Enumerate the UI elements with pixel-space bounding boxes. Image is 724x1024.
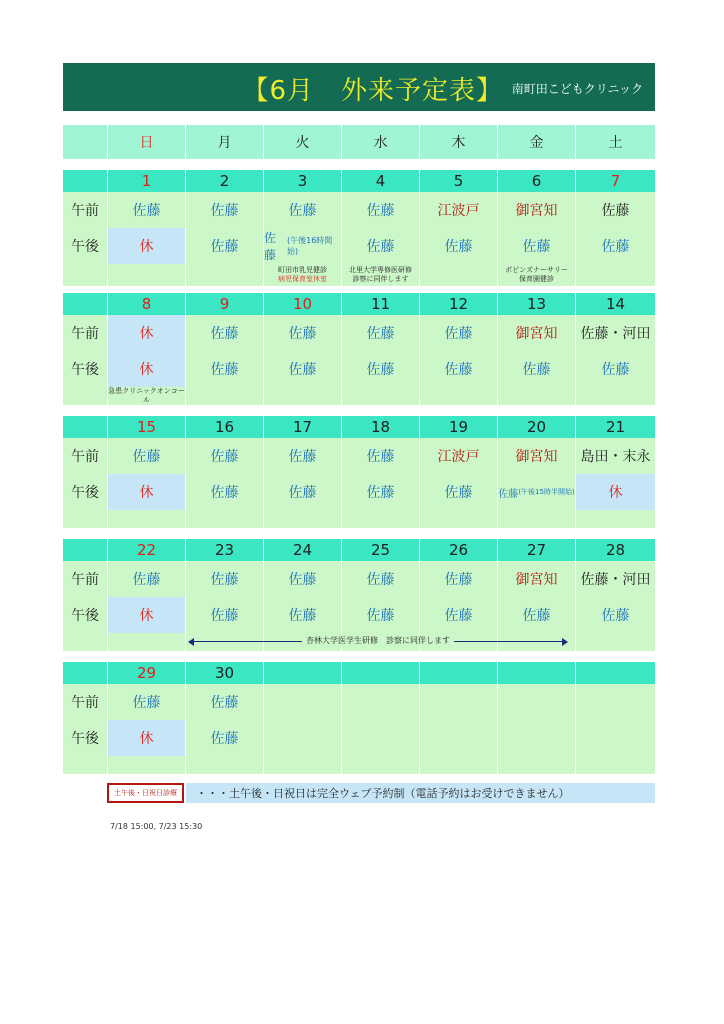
legend-text: ・・・土午後・日祝日は完全ウェブ予約制（電話予約はお受けできません） bbox=[186, 783, 655, 803]
doctor-cell: 佐藤・河田 bbox=[580, 572, 651, 588]
doctor-cell: 佐藤 bbox=[342, 315, 420, 351]
date-cell: 2 bbox=[186, 170, 264, 192]
closed-cell: 休 bbox=[108, 351, 186, 387]
date-cell bbox=[576, 662, 655, 684]
doctor-cell: 島田・末永 bbox=[580, 449, 651, 465]
dow-sat: 土 bbox=[608, 135, 623, 151]
week-3-pm bbox=[63, 474, 655, 510]
doctor-cell: 江波戸 bbox=[420, 192, 498, 228]
time-note: (午後16時開始) bbox=[286, 236, 333, 256]
week-2-am bbox=[63, 315, 655, 351]
dow-mon: 月 bbox=[186, 125, 264, 159]
note-cell bbox=[576, 387, 655, 405]
note-cell bbox=[420, 264, 498, 286]
week-1-am bbox=[63, 192, 655, 228]
legend-badge: 土午後・日祝日診療 bbox=[107, 783, 184, 803]
doctor-cell bbox=[420, 720, 498, 756]
date-cell: 25 bbox=[342, 539, 420, 561]
legend bbox=[107, 783, 655, 803]
week-1-notes bbox=[63, 264, 655, 286]
pm-label: 午後 bbox=[63, 351, 108, 387]
note-cell bbox=[498, 756, 576, 774]
date-cell: 24 bbox=[264, 539, 342, 561]
date-cell: 4 bbox=[342, 170, 420, 192]
note-cell bbox=[63, 264, 108, 286]
closed-cell: 休 bbox=[108, 315, 186, 351]
pm-label: 午後 bbox=[63, 597, 108, 633]
doctor-cell: 佐藤 bbox=[186, 228, 264, 264]
doctor-cell: 佐藤 bbox=[601, 362, 630, 378]
doctor-cell: 佐藤 bbox=[186, 474, 264, 510]
dow-corner bbox=[63, 125, 108, 159]
note-text: ポピンズナーサリー bbox=[505, 266, 568, 274]
doctor-cell bbox=[498, 684, 576, 720]
week-2-notes bbox=[63, 387, 655, 405]
pm-label: 午後 bbox=[63, 720, 108, 756]
week-3-dates bbox=[63, 416, 655, 438]
note-cell bbox=[342, 387, 420, 405]
note-cell bbox=[498, 264, 576, 286]
doctor-cell: 佐藤 bbox=[420, 315, 498, 351]
date-cell: 26 bbox=[420, 539, 498, 561]
closed-cell: 休 bbox=[108, 597, 186, 633]
week-5-am bbox=[63, 684, 655, 720]
doctor-cell: 佐藤・河田 bbox=[580, 326, 651, 342]
date-cell: 16 bbox=[186, 416, 264, 438]
dow-tue: 火 bbox=[264, 125, 342, 159]
note-cell bbox=[186, 264, 264, 286]
doctor-cell: 佐藤 bbox=[108, 684, 186, 720]
clinic-name: 南町田こどもクリニック bbox=[511, 82, 643, 96]
am-label: 午前 bbox=[63, 192, 108, 228]
week-4-pm bbox=[63, 597, 655, 633]
closed-cell: 休 bbox=[576, 474, 655, 510]
note-cell bbox=[498, 510, 576, 528]
week-1-dates bbox=[63, 170, 655, 192]
dow-sun: 日 bbox=[108, 125, 186, 159]
doctor-cell: 御宮知 bbox=[498, 315, 576, 351]
doctor-cell bbox=[264, 684, 342, 720]
date-cell: 30 bbox=[186, 662, 264, 684]
week-5-notes bbox=[63, 756, 655, 774]
date-corner bbox=[63, 416, 108, 438]
doctor-cell: 佐藤 bbox=[342, 351, 420, 387]
date-cell: 18 bbox=[342, 416, 420, 438]
arrow-left-icon bbox=[188, 638, 194, 646]
doctor-cell bbox=[342, 684, 420, 720]
note-cell bbox=[186, 387, 264, 405]
note-cell bbox=[264, 264, 342, 286]
note-cell bbox=[576, 510, 655, 528]
date-corner bbox=[63, 293, 108, 315]
doctor-cell bbox=[264, 720, 342, 756]
doctor-cell bbox=[576, 720, 655, 756]
date-cell: 10 bbox=[264, 293, 342, 315]
note-cell bbox=[186, 756, 264, 774]
arrow-right-icon bbox=[562, 638, 568, 646]
note-cell bbox=[186, 510, 264, 528]
week-2-pm bbox=[63, 351, 655, 387]
doctor-cell: 佐藤 bbox=[264, 597, 342, 633]
pm-label: 午後 bbox=[63, 474, 108, 510]
note-cell bbox=[420, 387, 498, 405]
date-cell: 28 bbox=[605, 541, 626, 559]
date-cell: 14 bbox=[605, 295, 626, 313]
date-corner bbox=[63, 539, 108, 561]
note-cell bbox=[576, 756, 655, 774]
doctor-cell: 御宮知 bbox=[498, 192, 576, 228]
week-4-am bbox=[63, 561, 655, 597]
doctor-cell: 佐藤 bbox=[186, 561, 264, 597]
date-cell: 1 bbox=[108, 170, 186, 192]
date-corner bbox=[63, 662, 108, 684]
note-cell bbox=[342, 510, 420, 528]
doctor-cell: 佐藤 bbox=[420, 228, 498, 264]
doctor-cell bbox=[420, 684, 498, 720]
doctor-cell: 佐藤 bbox=[186, 720, 264, 756]
note-text: 町田市乳児健診 bbox=[278, 266, 327, 274]
note-cell bbox=[108, 510, 186, 528]
date-cell: 7 bbox=[610, 172, 621, 190]
closed-cell: 休 bbox=[108, 474, 186, 510]
week-4-dates bbox=[63, 539, 655, 561]
doctor-cell: 佐藤 bbox=[264, 561, 342, 597]
am-label: 午前 bbox=[63, 561, 108, 597]
doctor-cell: 佐藤 bbox=[420, 474, 498, 510]
doctor-cell: 佐藤 bbox=[264, 438, 342, 474]
doctor-cell-with-note bbox=[264, 228, 342, 264]
doctor-cell: 佐藤 bbox=[498, 597, 576, 633]
date-cell: 19 bbox=[420, 416, 498, 438]
doctor-cell: 佐藤 bbox=[498, 351, 576, 387]
closed-cell: 休 bbox=[108, 228, 186, 264]
date-cell bbox=[264, 662, 342, 684]
note-text: 診察に同伴します bbox=[352, 275, 409, 283]
doctor-cell: 佐藤 bbox=[264, 315, 342, 351]
doctor-cell: 御宮知 bbox=[498, 438, 576, 474]
doctor-cell: 佐藤 bbox=[264, 192, 342, 228]
doctor-cell: 佐藤 bbox=[342, 192, 420, 228]
time-note: (午後15時半開始) bbox=[518, 488, 575, 496]
week-5-dates bbox=[63, 662, 655, 684]
doctor-cell: 佐藤 bbox=[342, 228, 420, 264]
dow-fri: 金 bbox=[498, 125, 576, 159]
date-cell: 22 bbox=[108, 539, 186, 561]
doctor-cell: 佐藤 bbox=[108, 438, 186, 474]
note-cell bbox=[576, 264, 655, 286]
date-cell: 5 bbox=[420, 170, 498, 192]
date-cell: 23 bbox=[186, 539, 264, 561]
doctor-cell: 佐藤 bbox=[601, 239, 630, 255]
doctor-cell bbox=[576, 684, 655, 720]
date-cell: 8 bbox=[108, 293, 186, 315]
day-of-week-header bbox=[63, 125, 655, 159]
note-cell bbox=[420, 756, 498, 774]
note-text: 保育園健診 bbox=[519, 275, 554, 283]
date-cell: 15 bbox=[108, 416, 186, 438]
note-cell bbox=[342, 756, 420, 774]
week-3-notes bbox=[63, 510, 655, 528]
note-cell bbox=[63, 387, 108, 405]
doctor-cell: 佐藤 bbox=[420, 351, 498, 387]
training-arrow-note bbox=[189, 633, 567, 649]
training-note-text: 杏林大学医学生研修 診察に同伴します bbox=[302, 635, 454, 646]
doctor-cell bbox=[498, 720, 576, 756]
note-cell bbox=[342, 264, 420, 286]
note-text: 急患クリニックオンコール bbox=[108, 387, 185, 404]
note-cell bbox=[108, 633, 186, 651]
closed-cell: 休 bbox=[108, 720, 186, 756]
note-text: 北里大学専修医研修 bbox=[349, 266, 412, 274]
note-cell bbox=[264, 756, 342, 774]
week-1-pm bbox=[63, 228, 655, 264]
note-text-red: 病児保育室休室 bbox=[278, 275, 327, 283]
doctor-cell: 佐藤 bbox=[186, 351, 264, 387]
page-title: 【6月 外来予定表】 bbox=[242, 76, 503, 106]
date-cell: 21 bbox=[605, 418, 626, 436]
doctor-cell: 佐藤 bbox=[108, 192, 186, 228]
doctor-cell: 佐藤 bbox=[342, 561, 420, 597]
note-cell bbox=[264, 387, 342, 405]
doctor-cell bbox=[342, 720, 420, 756]
dow-thu: 木 bbox=[420, 125, 498, 159]
doctor-cell: 佐藤 bbox=[186, 597, 264, 633]
doctor-cell: 佐藤 bbox=[601, 203, 630, 219]
doctor-name: 佐藤 bbox=[498, 488, 519, 500]
date-cell: 17 bbox=[264, 416, 342, 438]
doctor-cell: 佐藤 bbox=[420, 561, 498, 597]
note-cell bbox=[108, 756, 186, 774]
date-cell: 6 bbox=[498, 170, 576, 192]
week-2-dates bbox=[63, 293, 655, 315]
doctor-cell: 佐藤 bbox=[264, 474, 342, 510]
week-3-am bbox=[63, 438, 655, 474]
doctor-name: 佐藤 bbox=[264, 231, 277, 262]
doctor-cell: 佐藤 bbox=[264, 351, 342, 387]
am-label: 午前 bbox=[63, 438, 108, 474]
date-cell: 20 bbox=[498, 416, 576, 438]
note-cell bbox=[420, 510, 498, 528]
doctor-cell: 佐藤 bbox=[601, 608, 630, 624]
date-cell bbox=[498, 662, 576, 684]
doctor-cell: 御宮知 bbox=[498, 561, 576, 597]
doctor-cell: 佐藤 bbox=[186, 438, 264, 474]
doctor-cell: 佐藤 bbox=[186, 192, 264, 228]
date-cell: 9 bbox=[186, 293, 264, 315]
doctor-cell-with-note bbox=[498, 474, 576, 510]
date-cell: 11 bbox=[342, 293, 420, 315]
note-cell bbox=[63, 633, 108, 651]
doctor-cell: 佐藤 bbox=[342, 474, 420, 510]
dow-wed: 水 bbox=[342, 125, 420, 159]
am-label: 午前 bbox=[63, 315, 108, 351]
date-cell: 12 bbox=[420, 293, 498, 315]
date-cell: 29 bbox=[108, 662, 186, 684]
doctor-cell: 佐藤 bbox=[108, 561, 186, 597]
note-cell bbox=[108, 264, 186, 286]
week-5-pm bbox=[63, 720, 655, 756]
doctor-cell: 佐藤 bbox=[342, 438, 420, 474]
note-cell bbox=[576, 633, 655, 651]
doctor-cell: 佐藤 bbox=[186, 684, 264, 720]
date-cell: 13 bbox=[498, 293, 576, 315]
am-label: 午前 bbox=[63, 684, 108, 720]
doctor-cell: 佐藤 bbox=[498, 228, 576, 264]
note-cell bbox=[108, 387, 186, 405]
doctor-cell: 佐藤 bbox=[342, 597, 420, 633]
note-cell bbox=[63, 510, 108, 528]
note-cell bbox=[264, 510, 342, 528]
pm-label: 午後 bbox=[63, 228, 108, 264]
date-cell bbox=[420, 662, 498, 684]
date-cell: 27 bbox=[498, 539, 576, 561]
title-banner bbox=[63, 63, 655, 111]
note-cell bbox=[498, 387, 576, 405]
doctor-cell: 江波戸 bbox=[420, 438, 498, 474]
doctor-cell: 佐藤 bbox=[420, 597, 498, 633]
doctor-cell: 佐藤 bbox=[186, 315, 264, 351]
date-cell bbox=[342, 662, 420, 684]
date-corner bbox=[63, 170, 108, 192]
note-cell bbox=[63, 756, 108, 774]
footnote: 7/18 15:00, 7/23 15:30 bbox=[110, 822, 203, 831]
date-cell: 3 bbox=[264, 170, 342, 192]
